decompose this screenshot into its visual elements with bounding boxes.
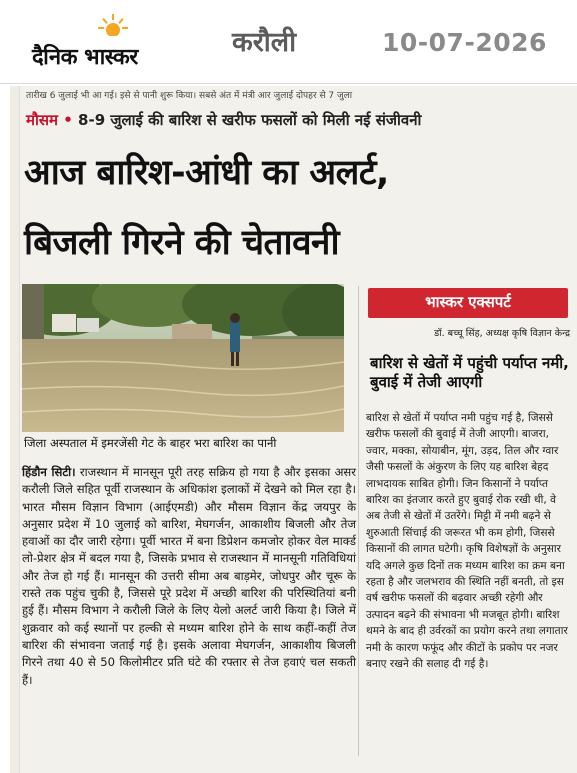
article-text: राजस्थान में मानसून पूरी तरह सक्रिय हो गया है और इसका असर करौली जिले सहित पूर्वी राजस्थान के अधिकांश इलाकों में देखने को मिल रहा है। भारत मौसम विज्ञान विभाग (आईएमडी) और मौसम विज्ञान केंद्र जयपुर के अनुसार प्रदेश में 10 जुलाई को बारिश, मेघगर्जन, आकाशीय बिजली और तेज हवाओं का दौर जारी रहेगा। पूर्वी भारत में बना डिप्रेशन कमजोर होकर वेल मार्क्ड लो-प्रेशर क्षेत्र में बदल गया है, जिसके प्रभाव से राजस्थान में मानसूनी गतिविधियां और तेज हो गई हैं। मानसून की उत्तरी सीमा अब बाड़मेर, जोधपुर और चूरू के रास्ते तक पहुंच चुकी है, जिससे पूरे प्रदेश में अच्छी बारिश की परिस्थितियां बनी हुई हैं। मौसम विभाग ने करौली जिले के लिए येलो अलर्ट जारी किया है। जिले में शुक्रवार को कई स्थानों पर हल्की से मध्यम बारिश होने के साथ कहीं-कहीं तेज बारिश की संभावना जताई गई है। इसके अलावा मेघगर्जन, आकाशीय बिजली गिरने तथा 40 से 50 किलोमीटर प्रति घंटे की रफ्तार से तेज हवाएं चल सकती हैं। — [22, 465, 357, 687]
section-tag: मौसम — [26, 111, 58, 129]
sun-logo-icon — [98, 14, 128, 40]
headline-line-2: बिजली गिरने की चेतावनी — [24, 223, 340, 263]
photo-caption: जिला अस्पताल में इमरजेंसी गेट के बाहर भरा बारिश का पानी — [24, 436, 277, 450]
edition-city: करौली — [232, 27, 297, 58]
logo — [32, 14, 192, 72]
masthead — [0, 0, 577, 84]
expert-banner-title: भास्कर एक्सपर्ट — [425, 293, 511, 311]
kicker-bullet-icon: • — [63, 111, 73, 129]
adjacent-column-edge — [10, 86, 20, 773]
newspaper-clipping — [10, 86, 577, 773]
previous-article-strip: तारीख 6 जुलाई भी आ गई। इसे से पानी शुरू किया। सबसे अंत में मंत्री आर जुलाई दोपहर से 7 जुला — [26, 91, 353, 101]
expert-heading: बारिश से खेतों में पहुंची पर्याप्त नमी, बुवाई में तेजी आएगी — [370, 354, 569, 391]
column-divider — [358, 286, 359, 756]
headline-line-1: आज बारिश-आंधी का अलर्ट, — [24, 153, 389, 193]
article-dateline: हिंडौन सिटी। — [22, 465, 76, 479]
expert-body: बारिश से खेतों में पर्याप्त नमी पहुंच गई है, जिससे खरीफ फसलों की बुवाई में तेजी आएगी। बाजरा, ज्वार, मक्का, सोयाबीन, मूंग, उड़द, तिल और ग्वार जैसी फसलों के अंकुरण के लिए यह बारिश बेहद लाभदायक साबित होगी। जिन किसानों ने पर्याप्त बारिश का इंतजार करते हुए बुवाई रोक रखी थी, वे अब तेजी से खेतों में उतरेंगे। मिट्टी में नमी बढ़ने से शुरुआती सिंचाई की जरूरत भी कम होगी, जिससे किसानों की लागत घटेगी। कृषि विशेषज्ञों के अनुसार यदि अगले कुछ दिनों तक मध्यम बारिश का क्रम बना रहता है और जलभराव की स्थिति नहीं बनती, तो इस वर्ष खरीफ फसलों की बढ़वार अच्छी रहेगी और उत्पादन बढ़ने की संभावना भी मजबूत होगी। बारिश थमने के बाद ही उर्वरकों का प्रयोग करने तथा लगातार नमी के कारण फफूंद और कीटों के प्रकोप पर नजर बनाए रखने की सलाह दी गई है। — [366, 412, 568, 671]
expert-byline: डॉ. बच्चू सिंह, अध्यक्ष कृषि विज्ञान केन्द्र — [434, 328, 570, 339]
kicker-line — [26, 110, 421, 130]
edition-date: 10-07-2026 — [382, 28, 547, 57]
article-body — [22, 464, 356, 689]
kicker-text: 8-9 जुलाई की बारिश से खरीफ फसलों को मिली नई संजीवनी — [78, 111, 422, 129]
logo-text: दैनिक भास्कर — [32, 45, 138, 70]
expert-banner — [368, 288, 568, 318]
news-photo — [22, 284, 344, 432]
flooded-street-image — [22, 284, 344, 432]
